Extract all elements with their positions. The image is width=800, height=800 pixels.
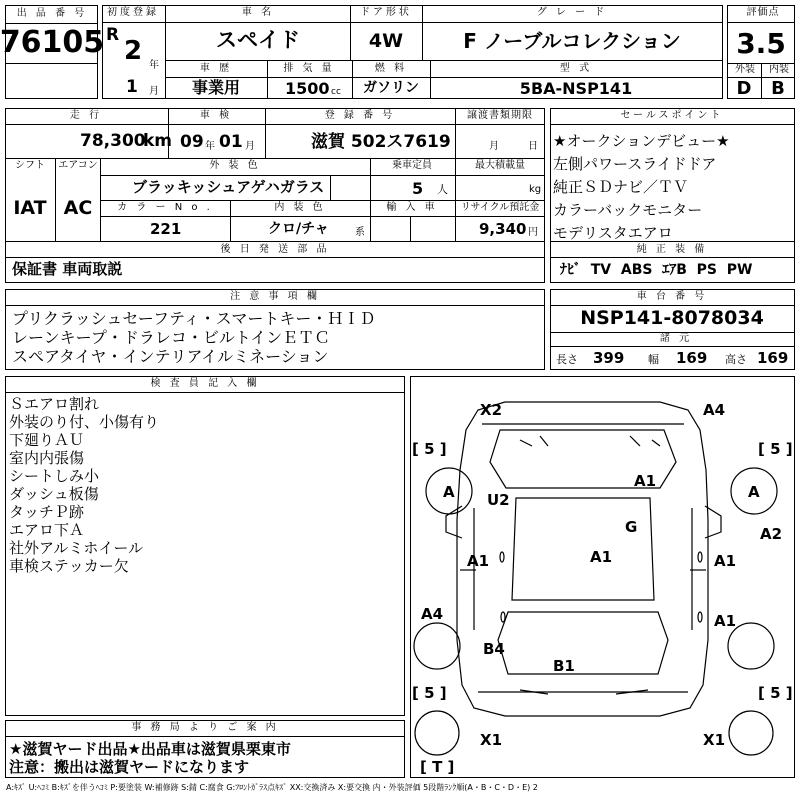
damage-mark: A1 bbox=[590, 548, 613, 566]
height-label: 高さ bbox=[725, 353, 747, 366]
caution-label: 注 意 事 項 欄 bbox=[230, 291, 320, 302]
door-handle bbox=[500, 552, 504, 562]
height-value: 169 bbox=[757, 349, 789, 367]
sales-point-item: 左側パワースライドドア bbox=[553, 155, 717, 173]
inspection-month-unit: 月 bbox=[245, 141, 255, 152]
tire-tread: [ 5 ] bbox=[412, 440, 447, 458]
grade-label: グ レ ー ド bbox=[536, 7, 608, 18]
shift: IAT bbox=[13, 197, 47, 219]
transfer-day-unit: 日 bbox=[528, 141, 538, 152]
office-line: 注意：搬出は滋賀ヤードになります bbox=[9, 758, 250, 776]
inspection-month: 01 bbox=[219, 132, 243, 152]
recycle-amount: 9,340 bbox=[479, 220, 527, 238]
first-reg-month: 1 bbox=[126, 77, 138, 97]
lot-label: 出 品 番 号 bbox=[16, 8, 88, 19]
type-label: 型 式 bbox=[559, 63, 593, 74]
inspection-year-unit: 年 bbox=[205, 141, 215, 152]
width-value: 169 bbox=[676, 349, 708, 367]
damage-mark: A4 bbox=[421, 605, 444, 623]
tire-tread: [ 5 ] bbox=[758, 440, 793, 458]
capacity: 5 bbox=[412, 179, 424, 198]
fuel-label: 燃 料 bbox=[374, 63, 408, 74]
inspector-note: 車検ステッカー欠 bbox=[9, 557, 129, 575]
headlight-left bbox=[520, 436, 548, 446]
plate-label: 登 録 番 号 bbox=[324, 110, 396, 121]
roof-panel bbox=[512, 498, 654, 600]
damage-mark: B1 bbox=[553, 657, 575, 675]
damage-mark: A bbox=[443, 483, 455, 501]
damage-mark: A bbox=[748, 483, 760, 501]
color-label: 外 装 色 bbox=[209, 160, 261, 171]
capacity-label: 乗車定員 bbox=[392, 160, 432, 171]
inspection-label: 車 検 bbox=[199, 110, 233, 121]
interior-grade: B bbox=[771, 78, 785, 99]
damage-mark: A1 bbox=[714, 612, 737, 630]
headlight-right bbox=[630, 436, 660, 446]
door-label: ドア形状 bbox=[360, 7, 412, 18]
equipment-label: 純 正 装 備 bbox=[636, 244, 708, 255]
interior-label: 内装 bbox=[769, 64, 789, 75]
history: 事業用 bbox=[191, 78, 241, 97]
spare-left-wheel bbox=[415, 711, 459, 755]
door-handle bbox=[698, 552, 702, 562]
tire-tread: [ T ] bbox=[420, 758, 455, 776]
damage-mark: X1 bbox=[703, 731, 726, 749]
damage-mark: A1 bbox=[467, 552, 490, 570]
interior-color: クロ/チャ bbox=[268, 221, 329, 237]
caution-line: レーンキープ・ドラレコ・ビルトインＥＴＣ bbox=[12, 328, 331, 347]
door-handle bbox=[698, 612, 702, 622]
damage-mark: A4 bbox=[703, 401, 726, 419]
chassis-number: NSP141-8078034 bbox=[580, 307, 764, 329]
damage-mark: B4 bbox=[483, 640, 505, 658]
fuel: ガソリン bbox=[363, 80, 419, 96]
inspector-note: 下廻りＡＵ bbox=[9, 431, 85, 449]
width-label: 幅 bbox=[648, 353, 659, 366]
length-value: 399 bbox=[593, 349, 625, 367]
damage-legend: A:ｷｽﾞ U:ﾍｺﾐ B:ｷｽﾞを伴うﾍｺﾐ P:要塗装 W:補修跡 S:錆 C:腐食 G:ﾌﾛﾝﾄｶﾞﾗｽ点ｷｽﾞ XX:交換済み X:要交換 内・外装評価 5段階ﾗﾝｸ順(A・B・C・D・E) 2 bbox=[6, 783, 538, 792]
capacity-unit: 人 bbox=[437, 183, 448, 196]
inspection-year: 09 bbox=[180, 132, 204, 152]
door-handle bbox=[501, 612, 505, 622]
damage-mark: A2 bbox=[760, 525, 783, 543]
color: ブラッキッシュアゲハガラス bbox=[132, 178, 325, 196]
type-code: 5BA-NSP141 bbox=[519, 79, 633, 98]
transfer-month-unit: 月 bbox=[489, 141, 499, 152]
era: R bbox=[106, 25, 120, 45]
inspector-note: Ｓエアロ割れ bbox=[9, 395, 100, 413]
damage-mark: X1 bbox=[480, 731, 503, 749]
exterior-grade: D bbox=[736, 78, 752, 99]
damage-mark: X2 bbox=[480, 401, 503, 419]
ac: AC bbox=[63, 197, 93, 219]
interior-color-suffix: 系 bbox=[355, 227, 365, 238]
damage-mark: A1 bbox=[634, 472, 657, 490]
interior-color-label: 内 装 色 bbox=[274, 202, 326, 213]
length-label: 長さ bbox=[556, 353, 578, 366]
displacement-unit: cc bbox=[331, 87, 341, 97]
score: 3.5 bbox=[736, 27, 786, 60]
rear-window bbox=[498, 612, 668, 674]
inspector-label: 検 査 員 記 入 欄 bbox=[150, 378, 260, 389]
color-no: 221 bbox=[150, 220, 182, 238]
recycle-label: リサイクル預託金 bbox=[460, 202, 540, 213]
sales-point-item: ★オークションデビュー★ bbox=[553, 132, 730, 150]
rear-left-wheel bbox=[414, 623, 460, 669]
year-unit: 年 bbox=[149, 60, 159, 71]
damage-mark: A1 bbox=[714, 552, 737, 570]
later-parts: 保証書 車両取説 bbox=[12, 260, 123, 278]
grade: F ノーブルコレクション bbox=[463, 29, 681, 53]
dims-label: 諸 元 bbox=[659, 333, 693, 344]
score-label: 評価点 bbox=[746, 7, 780, 18]
lot-number: 76105 bbox=[0, 25, 105, 60]
door-type: 4W bbox=[368, 30, 404, 52]
equipment-list: ﾅﾋﾞ TV ABS ｴｱB PS PW bbox=[560, 262, 753, 278]
inspector-note: ダッシュ板傷 bbox=[9, 485, 99, 503]
first-reg-label: 初度登録 bbox=[107, 7, 159, 18]
transfer-label: 譲渡書類期限 bbox=[467, 110, 533, 121]
model-label: 車 名 bbox=[241, 7, 275, 18]
later-parts-label: 後 日 発 送 部 品 bbox=[220, 244, 330, 255]
spare-right-wheel bbox=[729, 711, 773, 755]
plate: 滋賀 502ス7619 bbox=[311, 132, 451, 152]
exterior-label: 外装 bbox=[735, 64, 755, 75]
mileage-label: 走 行 bbox=[69, 110, 103, 121]
sales-point-item: カラーバックモニター bbox=[553, 201, 703, 219]
damage-mark: G bbox=[625, 518, 638, 536]
inspector-note: タッチＰ跡 bbox=[9, 503, 85, 521]
history-label: 車 歴 bbox=[199, 63, 233, 74]
mileage-unit: km bbox=[143, 131, 173, 151]
caution-line: スペアタイヤ・インテリアイルミネーション bbox=[12, 347, 329, 366]
sales-points-label: セールスポイント bbox=[620, 110, 724, 121]
office-label: 事 務 局 よ り ご 案 内 bbox=[131, 722, 279, 733]
model-name: スペイド bbox=[216, 28, 300, 52]
import-label: 輸 入 車 bbox=[386, 202, 438, 213]
inspector-note: 室内内張傷 bbox=[9, 449, 85, 467]
office-line: ★滋賀ヤード出品★出品車は滋賀県栗東市 bbox=[9, 740, 291, 758]
shift-label: シフト bbox=[15, 160, 45, 171]
month-unit: 月 bbox=[149, 86, 159, 97]
sales-point-item: モデリスタエアロ bbox=[553, 224, 673, 242]
color-no-label: カ ラ ー N o . bbox=[117, 202, 213, 213]
first-reg-year: 2 bbox=[124, 36, 143, 66]
inspector-note: 外装のり付、小傷有り bbox=[9, 413, 160, 431]
recycle-unit: 円 bbox=[528, 227, 538, 238]
damage-mark: U2 bbox=[487, 491, 510, 509]
tire-tread: [ 5 ] bbox=[412, 684, 447, 702]
load-unit: kg bbox=[529, 184, 542, 195]
displacement-label: 排 気 量 bbox=[283, 63, 335, 74]
mileage: 78,300 bbox=[80, 131, 146, 151]
caution-line: プリクラッシュセーフティ・スマートキー・ＨＩＤ bbox=[12, 309, 376, 328]
sales-point-item: 純正ＳＤナビ／ＴＶ bbox=[553, 178, 689, 196]
ac-label: エアコン bbox=[58, 160, 98, 171]
load-label: 最大積載量 bbox=[475, 160, 525, 171]
displacement: 1500 bbox=[285, 79, 330, 98]
tire-tread: [ 5 ] bbox=[758, 684, 793, 702]
chassis-label: 車 台 番 号 bbox=[636, 291, 708, 302]
inspector-note: シートしみ小 bbox=[9, 467, 100, 485]
inspector-note: 社外アルミホイール bbox=[9, 539, 144, 557]
inspector-note: エアロ下Ａ bbox=[9, 521, 85, 539]
